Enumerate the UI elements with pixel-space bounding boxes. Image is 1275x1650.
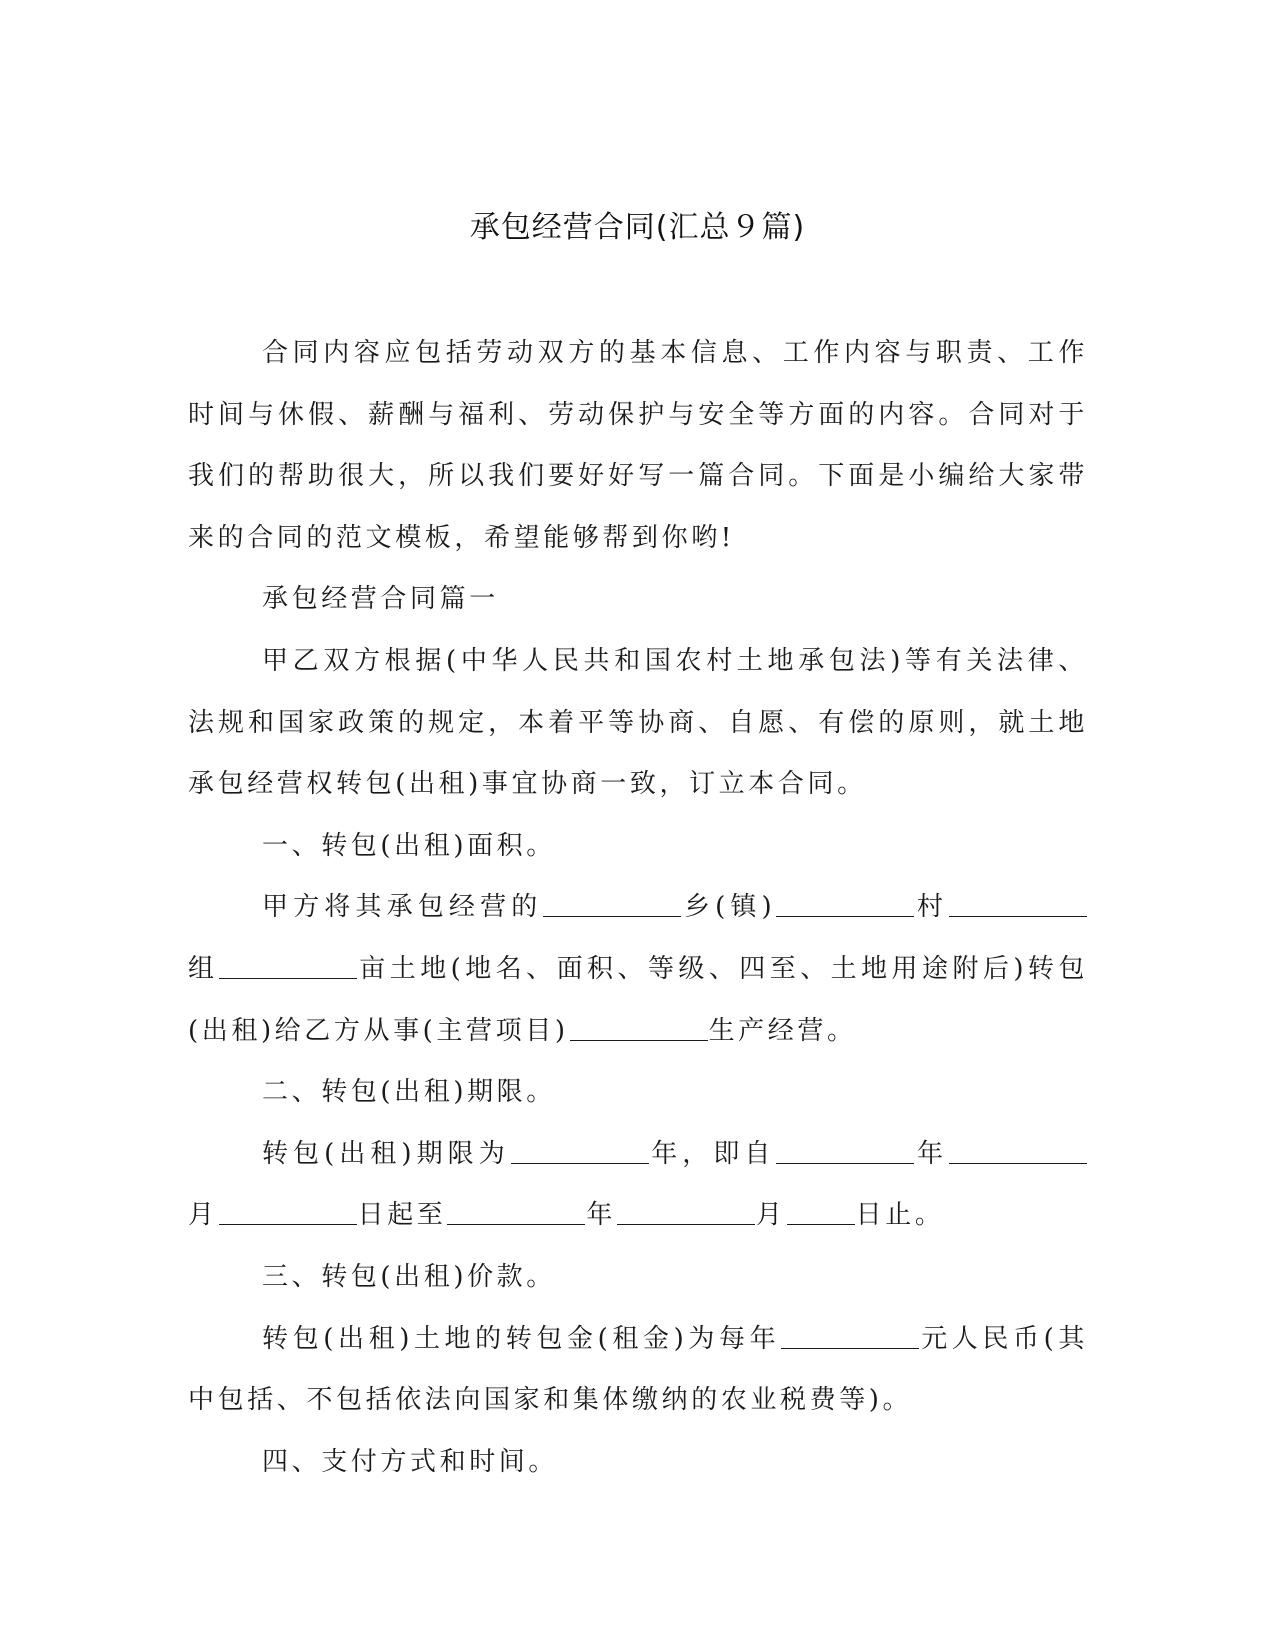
document-body (188, 323, 1088, 1493)
intro-paragraph: 合同内容应包括劳动双方的基本信息、工作内容与职责、工作时间与休假、薪酬与福利、劳动保护与安全等方面的内容。合同对于我们的帮助很大，所以我们要好好写一篇合同。下面是小编给大家带来的合同的范文模板，希望能够帮到你哟! (188, 338, 1088, 553)
clause-2-text: 月 (188, 1200, 218, 1231)
clause-1-text: 组 (188, 953, 219, 984)
document-title: 承包经营合同(汇总９篇) (469, 210, 806, 245)
clause-2-text: 日止。 (855, 1200, 945, 1231)
clause-2-paragraph (188, 1124, 1088, 1247)
blank-field (949, 1137, 1087, 1164)
clause-2-text: 年 (586, 1200, 617, 1231)
blank-field (781, 1322, 919, 1349)
clause-4-heading: 四、支付方式和时间。 (262, 1446, 559, 1477)
blank-field (617, 1198, 755, 1225)
blank-field (570, 1014, 708, 1041)
clause-3-text: 转包(出租)土地的转包金(租金)为每年 (262, 1323, 781, 1354)
clause-2-text: 月 (756, 1200, 786, 1231)
clause-2-text: 年，即自 (649, 1138, 776, 1169)
blank-field (776, 1137, 914, 1164)
blank-field (949, 890, 1087, 917)
clause-3-text: 元人民币(其中包括、不包括依法向国家和集体缴纳的农业税费等)。 (188, 1323, 1088, 1416)
clause-1-text: 村 (915, 892, 949, 923)
blank-field (787, 1198, 855, 1225)
blank-field (447, 1198, 585, 1225)
preamble-paragraph: 甲乙双方根据(中华人民共和国农村土地承包法)等有关法律、法规和国家政策的规定，本着平等协商、自愿、有偿的原则，就土地承包经营权转包(出租)事宜协商一致，订立本合同。 (188, 645, 1088, 800)
clause-2-heading: 二、转包(出租)期限。 (262, 1077, 556, 1108)
blank-field (219, 1198, 357, 1225)
clause-3-heading: 三、转包(出租)价款。 (262, 1261, 556, 1292)
clause-2-text: 年 (915, 1138, 948, 1169)
clause-1-heading: 一、转包(出租)面积。 (262, 830, 556, 861)
blank-field (776, 890, 914, 917)
blank-field (511, 1137, 649, 1164)
clause-1-text: 生产经营。 (708, 1015, 857, 1046)
clause-1-paragraph (188, 877, 1088, 1062)
blank-field (219, 952, 357, 979)
blank-field (543, 890, 681, 917)
clause-1-text: 甲方将其承包经营的 (262, 892, 543, 923)
clause-1-text: 乡(镇) (682, 892, 776, 923)
section-heading: 承包经营合同篇一 (262, 584, 499, 615)
clause-2-text: 日起至 (357, 1200, 447, 1231)
clause-3-paragraph (188, 1309, 1088, 1432)
clause-1-text: 亩土地(地名、面积、等级、四至、土地用途附后)转包(出租)给乙方从事(主营项目) (188, 953, 1088, 1046)
clause-2-text: 转包(出租)期限为 (262, 1138, 510, 1169)
